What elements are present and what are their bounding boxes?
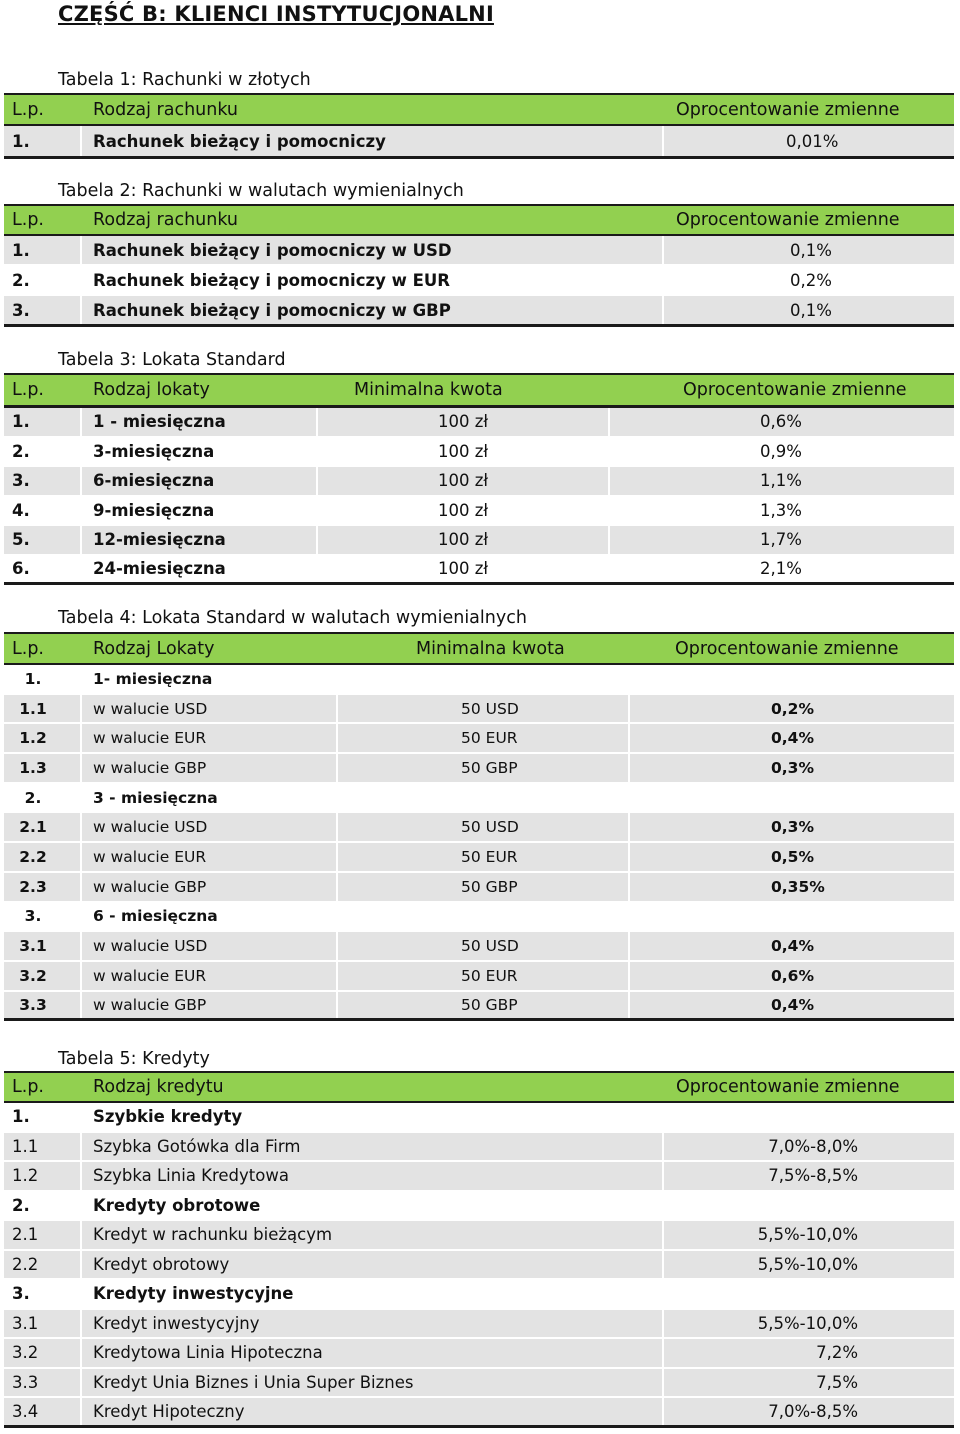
table-row [4,962,954,992]
row-lp: 3.2 [19,966,47,985]
row-lp: 1.3 [19,758,47,777]
row-lp: 1.2 [19,729,47,748]
table-row [4,843,954,873]
table-header-row [4,373,954,408]
row-amount: 100 zł [438,412,489,432]
row-lp: 2.2 [19,847,47,866]
row-amount: 100 zł [438,559,489,579]
row-rate: 0,35% [771,877,825,896]
row-lp: 3.1 [12,1313,39,1333]
table-row [4,1339,954,1369]
table-row [4,408,954,438]
row-lp: 1.1 [12,1136,39,1156]
table2-caption: Tabela 2: Rachunki w walutach wymienialnych [58,181,464,201]
row-amount: 50 GBP [461,995,518,1014]
row-rate: 7,5% [816,1372,858,1392]
row-rate: 1,7% [760,530,802,550]
group-row [4,1103,954,1133]
table3 [4,373,954,585]
header-account-type: Rodzaj rachunku [93,210,239,230]
row-lp: 3. [24,907,42,926]
row-name: w walucie GBP [93,995,207,1014]
row-rate: 0,3% [771,818,814,837]
row-name: Kredyt inwestycyjny [93,1313,260,1333]
row-rate: 0,1% [790,240,832,260]
table-row [4,1221,954,1251]
header-rate: Oprocentowanie zmienne [676,1077,900,1097]
header-deposit-type: Rodzaj Lokaty [93,638,215,659]
table-row [4,497,954,527]
row-amount: 50 GBP [461,877,518,896]
row-name: Kredyty obrotowe [93,1195,261,1215]
row-rate: 7,0%-8,5% [768,1401,858,1421]
row-lp: 2.2 [12,1254,39,1274]
table-row [4,556,954,586]
row-name: 1- miesięczna [93,669,213,688]
row-lp: 5. [12,530,30,550]
row-lp: 1. [12,412,30,432]
table-header-row [4,632,954,665]
row-rate: 5,5%-10,0% [757,1254,858,1274]
row-lp: 3. [12,471,30,491]
table-row [4,1310,954,1340]
row-rate: 0,4% [771,995,814,1014]
row-name: 6 - miesięczna [93,907,218,926]
row-name: w walucie EUR [93,966,207,985]
row-lp: 2. [12,270,30,290]
row-name: Kredyty inwestycyjne [93,1284,294,1304]
table4 [4,632,954,1021]
row-name: w walucie EUR [93,847,207,866]
row-name: Kredyt Unia Biznes i Unia Super Biznes [93,1372,414,1392]
row-lp: 3.4 [12,1401,39,1421]
row-lp: 6. [12,559,30,579]
table-row [4,1251,954,1281]
table-header-row [4,204,954,236]
row-name: 3-miesięczna [93,441,215,461]
row-rate: 0,6% [771,966,814,985]
row-lp: 3. [12,300,30,320]
row-rate: 0,01% [786,131,839,151]
table-row [4,695,954,725]
table-row [4,126,954,159]
row-rate: 5,5%-10,0% [757,1313,858,1333]
table-row [4,992,954,1022]
table-header-row [4,93,954,126]
row-lp: 1.1 [19,699,47,718]
group-row [4,1192,954,1222]
row-amount: 100 zł [438,471,489,491]
row-lp: 2.3 [19,877,47,896]
row-name: Rachunek bieżący i pomocniczy w EUR [93,270,450,290]
table-row [4,1369,954,1399]
table-row [4,296,954,327]
row-lp: 3.1 [19,937,47,956]
row-name: Rachunek bieżący i pomocniczy [93,131,386,151]
header-rate: Oprocentowanie zmienne [683,380,907,400]
table1 [4,93,954,159]
row-rate: 0,9% [760,441,802,461]
row-lp: 2.1 [19,818,47,837]
row-rate: 0,4% [771,729,814,748]
row-rate: 7,5%-8,5% [768,1166,858,1186]
row-amount: 100 zł [438,500,489,520]
row-lp: 1. [24,669,42,688]
header-rate: Oprocentowanie zmienne [675,638,899,659]
table1-caption: Tabela 1: Rachunki w złotych [58,70,311,90]
group-row [4,784,954,814]
header-lp: L.p. [12,210,44,230]
row-lp: 3.3 [19,995,47,1014]
row-lp: 2. [12,441,30,461]
table-row [4,467,954,497]
row-name: w walucie USD [93,699,208,718]
row-lp: 4. [12,500,30,520]
row-name: Szybka Gotówka dla Firm [93,1136,301,1156]
group-row [4,665,954,695]
row-lp: 3.2 [12,1343,39,1363]
row-rate: 0,1% [790,300,832,320]
row-amount: 50 GBP [461,758,518,777]
header-lp: L.p. [12,380,44,400]
row-name: Rachunek bieżący i pomocniczy w USD [93,240,452,260]
row-name: Szybka Linia Kredytowa [93,1166,289,1186]
header-min-amount: Minimalna kwota [416,638,565,659]
row-amount: 50 EUR [461,729,518,748]
row-name: w walucie GBP [93,758,207,777]
row-lp: 3. [12,1284,30,1304]
row-amount: 50 USD [461,699,519,718]
row-name: w walucie GBP [93,877,207,896]
row-lp: 1. [12,240,30,260]
group-row [4,1280,954,1310]
row-name: Kredyt obrotowy [93,1254,230,1274]
header-lp: L.p. [12,638,44,659]
table3-caption: Tabela 3: Lokata Standard [58,350,286,370]
table-row [4,526,954,556]
row-name: Rachunek bieżący i pomocniczy w GBP [93,300,451,320]
table5 [4,1071,954,1428]
header-rate: Oprocentowanie zmienne [676,99,900,120]
row-rate: 0,6% [760,412,802,432]
row-name: 9-miesięczna [93,500,215,520]
row-lp: 2.1 [12,1225,39,1245]
page-title: CZĘŚĆ B: KLIENCI INSTYTUCJONALNI [58,2,494,26]
header-min-amount: Minimalna kwota [354,380,503,400]
row-lp: 3.3 [12,1372,39,1392]
row-rate: 1,3% [760,500,802,520]
row-name: 3 - miesięczna [93,788,218,807]
row-rate: 0,5% [771,847,814,866]
table-row [4,873,954,903]
table-row [4,1133,954,1163]
row-lp: 1. [12,1107,30,1127]
row-amount: 50 EUR [461,966,518,985]
table4-caption: Tabela 4: Lokata Standard w walutach wymienialnych [58,608,527,628]
row-rate: 0,4% [771,937,814,956]
table-header-row [4,1071,954,1103]
row-amount: 100 zł [438,530,489,550]
row-name: Szybkie kredyty [93,1107,243,1127]
row-name: w walucie USD [93,937,208,956]
row-rate: 7,2% [816,1343,858,1363]
header-rate: Oprocentowanie zmienne [676,210,900,230]
row-name: Kredyt w rachunku bieżącym [93,1225,333,1245]
header-account-type: Rodzaj rachunku [93,99,239,120]
table-row [4,266,954,296]
row-amount: 50 EUR [461,847,518,866]
row-lp: 2. [12,1195,30,1215]
row-name: 24-miesięczna [93,559,226,579]
table-row [4,438,954,468]
row-name: 1 - miesięczna [93,412,226,432]
row-name: 12-miesięczna [93,530,226,550]
row-amount: 50 USD [461,937,519,956]
row-lp: 1. [12,131,30,151]
table-row [4,236,954,266]
row-rate: 5,5%-10,0% [757,1225,858,1245]
header-lp: L.p. [12,1077,44,1097]
row-lp: 1.2 [12,1166,39,1186]
row-name: w walucie USD [93,818,208,837]
header-credit-type: Rodzaj kredytu [93,1077,224,1097]
row-name: 6-miesięczna [93,471,215,491]
table-row [4,813,954,843]
row-amount: 100 zł [438,441,489,461]
row-lp: 2. [24,788,42,807]
row-rate: 2,1% [760,559,802,579]
table-row [4,724,954,754]
table-row [4,1398,954,1428]
group-row [4,903,954,933]
row-name: w walucie EUR [93,729,207,748]
header-lp: L.p. [12,99,44,120]
row-rate: 0,3% [771,758,814,777]
table-row [4,1162,954,1192]
row-amount: 50 USD [461,818,519,837]
header-deposit-type: Rodzaj lokaty [93,380,210,400]
row-name: Kredyt Hipoteczny [93,1401,245,1421]
row-name: Kredytowa Linia Hipoteczna [93,1343,323,1363]
row-rate: 0,2% [790,270,832,290]
table-row [4,754,954,784]
row-rate: 0,2% [771,699,814,718]
table5-caption: Tabela 5: Kredyty [58,1049,210,1069]
table2 [4,204,954,327]
row-rate: 1,1% [760,471,802,491]
table-row [4,932,954,962]
row-rate: 7,0%-8,0% [768,1136,858,1156]
